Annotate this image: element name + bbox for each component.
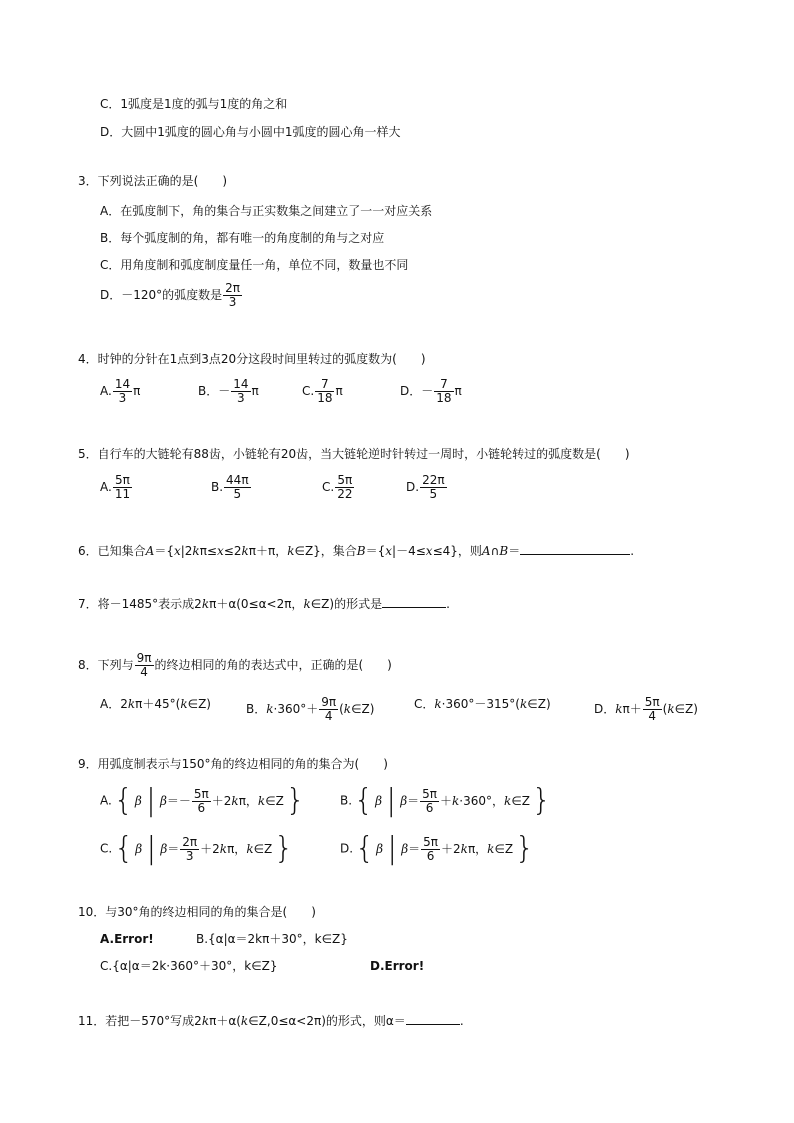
text: π， [467, 842, 488, 856]
numerator: 5π [335, 474, 354, 488]
text: π＋ [622, 702, 642, 716]
q8-d-fraction [643, 696, 662, 723]
numerator: 5π [422, 786, 437, 801]
right-brace: } [285, 783, 305, 818]
text: ∈Z) [527, 697, 551, 711]
q3-option-b: B．每个弧度制的角，都有唯一的角度制的角与之对应 [100, 231, 385, 245]
text: π＋α(0≤α<2π， [209, 597, 304, 611]
numerator: 7 [434, 378, 453, 392]
text: C． [414, 697, 435, 711]
q4-d-fraction [434, 378, 453, 405]
option-label: A. [100, 384, 112, 398]
text: ·360°， [459, 794, 505, 808]
set-notation [112, 831, 295, 866]
option-label: D．－ [400, 384, 434, 398]
option-label: C. [100, 841, 113, 856]
text: ＝{ [365, 544, 386, 558]
text: ≤4}，则 [432, 544, 482, 558]
q9-a-fraction [192, 788, 211, 815]
var: k [201, 1014, 210, 1028]
var: k [192, 544, 200, 558]
var: A [145, 544, 155, 558]
text: 的终边相同的角的表达式中，正确的是( ) [154, 658, 392, 672]
text: π， [227, 842, 247, 856]
left-brace: { [114, 831, 134, 866]
text: ∈Z,0≤α<2π)的形式，则α＝ [248, 1014, 406, 1028]
q10-option-b: B.{α|α＝2kπ＋30°，k∈Z} [196, 932, 348, 946]
q3-option-c: C．用角度制和弧度制度量任一角，单位不同，数量也不同 [100, 258, 409, 272]
var: k [201, 597, 210, 611]
q8-stem [78, 652, 392, 679]
right-brace: } [274, 831, 294, 866]
text: D． [594, 702, 616, 716]
pi-symbol: π [133, 384, 141, 398]
text: ·360°＋ [273, 702, 319, 716]
numerator: 2π [225, 281, 241, 295]
q3-option-d-text: D．－120°的弧度数是 [100, 288, 223, 302]
var: k [460, 842, 468, 856]
text: π＋π， [248, 544, 288, 558]
numerator: 5π [423, 834, 439, 849]
q5-stem: 5．自行车的大链轮有88齿，小链轮有20齿，当大链轮逆时针转过一周时，小链轮转过的弧度数是( ) [78, 447, 630, 461]
set-notation [353, 831, 536, 866]
var: k [246, 842, 254, 856]
var: k [231, 794, 239, 808]
var: k [615, 702, 623, 716]
q11-stem [78, 1012, 464, 1029]
q7-stem [78, 595, 450, 612]
left-brace: { [355, 831, 375, 866]
q4-b-fraction [231, 378, 250, 405]
numerator: 14 [233, 377, 249, 391]
q8-option-b [246, 696, 374, 723]
q6-stem [78, 542, 634, 559]
q9-option-b [340, 783, 553, 818]
text: 8．下列与 [78, 658, 134, 672]
q4-option-d [400, 378, 462, 405]
option-label: B. [340, 793, 353, 808]
denominator: 4 [648, 709, 657, 723]
q9-d-fraction [421, 836, 440, 863]
denominator: 22 [337, 487, 353, 501]
var: k [257, 794, 266, 808]
numerator: 14 [114, 377, 131, 391]
text: π＋45°( [135, 697, 181, 711]
denominator: 3 [228, 295, 237, 309]
text: ∈Z [253, 842, 273, 856]
numerator: 22π [422, 473, 445, 487]
option-label: A. [100, 480, 112, 494]
q5-c-fraction [335, 474, 354, 501]
var: k [343, 702, 352, 716]
text: ∈Z [511, 794, 530, 808]
var: k [241, 544, 249, 558]
var: k [287, 544, 295, 558]
var: k [303, 597, 311, 611]
denominator: 5 [233, 487, 242, 501]
text: ∩ [490, 544, 500, 558]
text: . [446, 597, 450, 611]
var: β [135, 842, 143, 856]
var: k [434, 697, 442, 711]
text: ∈Z)的形式是 [310, 597, 383, 611]
denominator: 3 [237, 391, 245, 405]
var: β [160, 842, 168, 856]
denominator: 18 [317, 391, 333, 405]
option-label: B．－ [198, 384, 231, 398]
text: ＋ [440, 794, 453, 808]
text: . [459, 1014, 464, 1028]
q5-d-fraction [420, 474, 447, 501]
var: x [216, 544, 224, 558]
denominator: 4 [140, 665, 148, 679]
text: ＝－ [166, 794, 191, 808]
var: β [134, 794, 142, 808]
text: ·360°－315°( [441, 697, 520, 711]
left-brace: { [354, 783, 374, 818]
q5-option-c [322, 474, 355, 501]
text: ＝{ [154, 544, 174, 558]
text: ＝ [508, 544, 521, 558]
q5-b-fraction [224, 474, 251, 501]
text: ≤2 [223, 544, 242, 558]
text: π≤ [199, 544, 217, 558]
text: 6．已知集合 [78, 544, 146, 558]
right-brace: } [515, 831, 535, 866]
var: β [159, 794, 167, 808]
text: ∈Z}，集合 [294, 544, 357, 558]
text: ＋2 [441, 842, 461, 856]
set-bar: | [386, 783, 397, 818]
text: ＝ [408, 842, 421, 856]
text: ＋2 [200, 842, 220, 856]
q8-option-c [414, 696, 551, 712]
var: x [173, 544, 181, 558]
var: k [519, 697, 528, 711]
var: x [425, 544, 433, 558]
option-label: C. [322, 480, 335, 494]
right-brace: } [532, 783, 552, 818]
denominator: 6 [197, 800, 206, 815]
text: B． [246, 702, 267, 716]
q10-option-a: A.Error! [100, 932, 154, 946]
text: ∈Z) [674, 702, 698, 716]
pi-symbol: π [251, 384, 259, 398]
numerator: 44π [226, 473, 249, 487]
numerator: 5π [644, 695, 660, 709]
text: ( [339, 702, 344, 716]
var: A [481, 544, 491, 558]
q9-b-fraction [420, 788, 439, 815]
option-label: B. [211, 480, 224, 494]
q3-option-a: A．在弧度制下，角的集合与正实数集之间建立了一一对应关系 [100, 204, 433, 218]
var: k [487, 842, 495, 856]
text: . [630, 544, 635, 558]
text: A．2 [100, 697, 128, 711]
denominator: 11 [114, 487, 131, 501]
set-bar: | [146, 831, 157, 866]
q8-option-a [100, 696, 211, 712]
q9-c-fraction [180, 836, 199, 863]
option-label: A. [100, 793, 112, 808]
q3-option-d-fraction [223, 282, 242, 309]
numerator: 9π [136, 651, 152, 665]
denominator: 3 [118, 391, 127, 405]
text: ＝ [407, 794, 420, 808]
q5-a-fraction [113, 474, 132, 501]
q8-option-d [594, 696, 698, 723]
var: β [400, 794, 408, 808]
text: 11．若把－570°写成2 [78, 1014, 202, 1028]
q4-option-b [198, 378, 259, 405]
denominator: 6 [425, 800, 434, 815]
set-notation [112, 783, 307, 818]
var: k [452, 794, 460, 808]
q5-option-a [100, 474, 133, 501]
answer-blank[interactable] [382, 595, 446, 608]
option-label: D. [340, 841, 354, 856]
var: k [127, 697, 136, 711]
q8-b-fraction [319, 696, 338, 723]
var: B [356, 544, 366, 558]
denominator: 5 [429, 487, 438, 501]
numerator: 5π [113, 474, 132, 488]
q8-stem-fraction [135, 652, 154, 679]
text: |－4≤ [392, 544, 426, 558]
pi-symbol: π [454, 384, 462, 398]
var: β [401, 842, 409, 856]
q4-option-a [100, 378, 140, 405]
q10-stem: 10．与30°角的终边相同的角的集合是( ) [78, 905, 316, 919]
q5-option-d [406, 474, 448, 501]
q4-c-fraction [315, 378, 334, 405]
text: ∈Z [494, 842, 514, 856]
denominator: 4 [324, 709, 333, 723]
text: ∈Z) [187, 697, 211, 711]
option-label: C. [302, 384, 315, 398]
var: β [375, 794, 383, 808]
q2-option-d: D．大圆中1弧度的圆心角与小圆中1弧度的圆心角一样大 [100, 125, 401, 139]
text: ＋2 [211, 794, 232, 808]
numerator: 5π [193, 786, 209, 801]
text: ∈Z [265, 794, 284, 808]
denominator: 6 [426, 848, 435, 863]
q3-stem: 3．下列说法正确的是( ) [78, 174, 227, 188]
var: k [180, 697, 188, 711]
left-brace: { [113, 783, 133, 818]
var: x [385, 544, 393, 558]
set-bar: | [387, 831, 398, 866]
text: 7．将－1485°表示成2 [78, 597, 202, 611]
q9-option-a [100, 783, 307, 818]
var: k [266, 702, 274, 716]
denominator: 3 [185, 848, 194, 863]
numerator: 2π [182, 834, 198, 849]
denominator: 18 [436, 391, 452, 405]
var: β [376, 842, 384, 856]
var: k [667, 702, 675, 716]
pi-symbol: π [335, 384, 343, 398]
option-label: D. [406, 480, 420, 494]
numerator: 7 [315, 378, 334, 392]
text: ＝ [167, 842, 180, 856]
text: π， [238, 794, 258, 808]
q4-option-c [302, 378, 343, 405]
text: π＋α( [209, 1014, 241, 1028]
numerator: 9π [321, 695, 337, 709]
q10-option-c: C.{α|α＝2k·360°＋30°，k∈Z} [100, 959, 278, 973]
set-notation [352, 783, 553, 818]
q10-option-d: D.Error! [370, 959, 425, 973]
q9-option-c [100, 831, 295, 866]
q9-option-d [340, 831, 536, 866]
q2-option-c: C．1弧度是1度的弧与1度的角之和 [100, 97, 288, 111]
q4-stem: 4．时钟的分针在1点到3点20分这段时间里转过的弧度数为( ) [78, 352, 426, 366]
var: k [504, 794, 512, 808]
set-bar: | [145, 783, 156, 818]
var: B [499, 544, 509, 558]
var: k [219, 842, 228, 856]
answer-blank[interactable] [406, 1012, 460, 1025]
text: ( [662, 702, 668, 716]
q9-stem: 9．用弧度制表示与150°角的终边相同的角的集合为( ) [78, 757, 388, 771]
text: |2 [180, 544, 193, 558]
text: ∈Z) [351, 702, 375, 716]
answer-blank[interactable] [520, 542, 630, 555]
q3-option-d [100, 282, 243, 309]
q4-a-fraction [113, 378, 132, 405]
var: k [240, 1014, 249, 1028]
q5-option-b [211, 474, 252, 501]
